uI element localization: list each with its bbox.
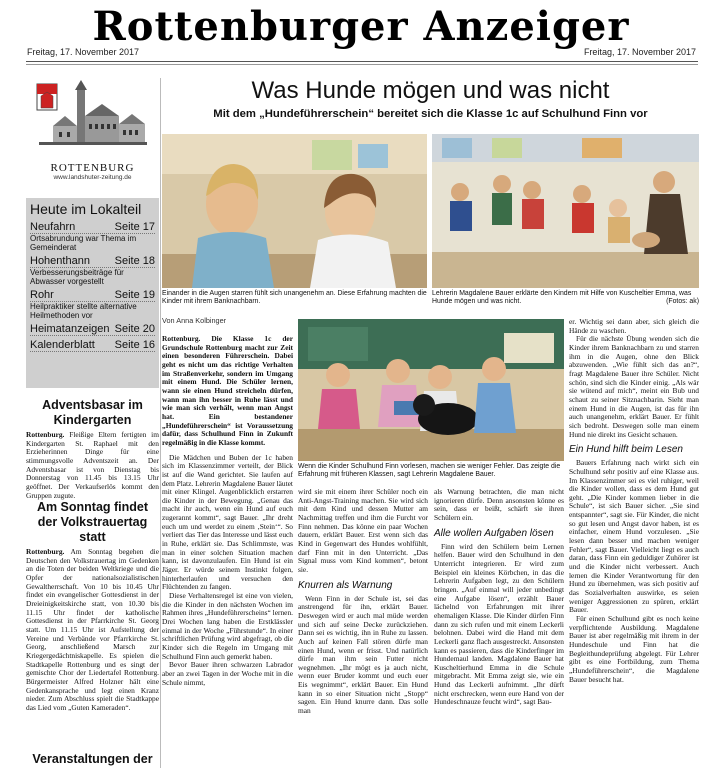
paragraph: Bevor Bauer ihren schwarzen Labrador aber an zwei Tagen in der Woche mit in die Schule nimmt,	[162, 660, 293, 687]
lokal-item[interactable]	[30, 221, 155, 252]
town-logo	[26, 80, 159, 192]
lokal-item-name: Neufahrn	[30, 221, 76, 233]
lokal-item-page: Seite 19	[114, 289, 155, 301]
photo-teacher-kuscheltier	[432, 134, 699, 288]
story-dateline: Rottenburg.	[26, 547, 65, 556]
photo-caption-2	[432, 290, 699, 307]
lokal-item-name: Kalenderblatt	[30, 339, 95, 351]
article-headline: Was Hunde mögen und was nicht	[251, 77, 610, 104]
story-title: Am Sonntag findet der Volkstrauertag statt	[36, 500, 149, 544]
lokal-item-page: Seite 17	[114, 221, 155, 233]
photo-children-staring	[162, 134, 427, 288]
column-divider	[160, 78, 161, 768]
lokal-item-name: Rohr	[30, 289, 54, 301]
lokal-item[interactable]	[30, 339, 155, 352]
issue-date-left: Freitag, 17. November 2017	[27, 47, 140, 57]
article-subheadline: Mit dem „Hundeführerschein“ bereitet sich die Klasse 1c auf Schulhund Finn vor	[213, 108, 648, 120]
story-adventsbasar	[26, 398, 159, 500]
article-column-4	[569, 318, 699, 684]
article-column-1	[162, 335, 293, 687]
article-lead-text: Die Klasse 1c der Grundschule Rottenburg macht zur Zeit einen besonderen Führerschein. Dabei geht es nicht um das richtige Verhalten im Straßenverkehr, sondern im Umgang mit einem Hund. Die Schüler lernen, wann sie einen Hund streicheln dürfen, wann man ihn besser in Ruhe lässt und wie man sich verhält, wenn man Angst hat. Ein bestandener „Hundeführerschein“ ist Voraussetzung dafür, dass Schulhund Finn in Zukunft regelmäßig in die Klasse kommt.	[162, 334, 293, 447]
lokal-item[interactable]	[30, 255, 155, 286]
article-subheading: Knurren als Warnung	[298, 579, 393, 591]
lokal-item-desc: Verbesserungsbeiträge für Abwasser vorgestellt	[30, 268, 124, 286]
paragraph: Die Mädchen und Buben der 1c haben sich im Klassenzimmer verteilt, der Blick ist auf die Wand gerichtet. Sie laufen auf dem Platz. Lehrerin Magdalene Bauer läutet mit einer Klingel. Augenblicklich erstarren die Kinder in der Bewegung. „Genau das macht ihr auch, wenn ein Hund auf euch zugerannt kommt“, sagt Bauer. „Ihr dreht euch um und werdet zu einem ‚Stein‘“. So verliert das Tier das Interesse und lässt euch in Ruhe, erklärt sie. Das Schlimmste, was man in einer solchen Situation machen kann, ist davonzulaufen. Ein Hund ist ein Jäger. Er würde seinem Instinkt folgen, hinterherlaufen und versuchen den Flüchtenden zu fangen.	[162, 452, 293, 592]
lokal-item[interactable]	[30, 323, 155, 336]
story-title: Adventsbasar im Kindergarten	[42, 398, 143, 427]
story-text	[26, 431, 159, 500]
issue-date-right: Freitag, 17. November 2017	[583, 47, 696, 57]
lokalteil-title: Heute im Lokalteil	[30, 201, 142, 217]
paragraph: Für einen Schulhund gibt es noch keine verpflichtende Ausbildung. Magdalene Bauer ist aber regelmäßig mit ihrem in der Hundeschule und Finn hat die Begleithundeprüfung abgelegt. Für Lehrer gibt es eine Fortbildung, zum Thema „Hundeführerschein“, die Magdalene Bauer besucht hat.	[569, 614, 699, 684]
paragraph: wird sie mit einem ihrer Schüler noch ein Anti-Angst-Training machen. Sie wird sich mit dem Kind und dessen Mutter am Nachmittag treffen und ihm die Furcht vor Finn nehmen. Das könne ein paar Wochen dauern, erklärt Bauer. Erst wenn sich das Kind in Gegenwart des Hundes wohlfühlt, darf Finn mit in den Unterricht. „Das Signal muss vom Kind kommen“, betont sie.	[298, 487, 428, 574]
photo-caption-2-text: Lehrerin Magdalene Bauer erklärte den Kindern mit Hilfe von Kuscheltier Emma, was Hunde mögen und was nicht.	[432, 290, 692, 306]
lokal-item[interactable]	[30, 289, 155, 320]
lokal-item-page: Seite 16	[114, 339, 155, 351]
lokal-item-desc: Heilpraktiker stellte alternative Heilmethoden vor	[30, 302, 137, 320]
lokal-item-name: Hohenthann	[30, 255, 90, 267]
masthead-rule	[26, 61, 698, 62]
lokalteil-box	[26, 198, 159, 388]
lokal-item-name: Heimatanzeigen	[30, 323, 110, 335]
photo-caption-1: Einander in die Augen starren fühlt sich unangenehm an. Diese Erfahrung machten die Kinder mit ihrem Banknachbarn.	[162, 290, 427, 306]
photo-caption-3: Wenn die Kinder Schulhund Finn vorlesen, machen sie weniger Fehler. Das zeigte die Erfahrung mit früheren Klassen, sagt Lehrerin Magdalene Bauer.	[298, 463, 561, 479]
photo-credit: (Fotos: ak)	[666, 298, 699, 306]
paragraph: Finn wird den Schülern beim Lernen helfen. Bauer wird den Schulhund in den Unterricht integrieren. Er wird zum Beispiel ein kleines Körbchen, in das die Lehrerin Aufgaben legt, zu den Schülern bringen. „Auf einmal will jeder unbedingt eine Aufgabe lösen“, erzählt Bauer lächelnd von Erfahrungen mit ihrer ehemaligen Klasse. Die Kinder dürfen Finn dann zu sich rufen und mit einem Leckerli belohnen. Dabei wird die Hand mit dem Leckerli ganz flach ausgestreckt. Ansonsten kann es passieren, dass die Kinderfinger im Hundemaul landen. Magdalene Bauer hat Kuscheltierhund Emma in die Schule mitgebracht. Mit Emma zeigt sie, wie ein Hund das Leckerli aufnimmt. „Ihr dürft nicht erschrecken, wenn eure Hand von der Hundeschnauze feucht wird“, sagt Bau-	[434, 541, 564, 707]
paragraph: Wenn Finn in der Schule ist, sei das anstrengend für ihn, erklärt Bauer. Deswegen wird er auch mal müde werden und sich auf seine Decke zurückziehen. Dann sei es wichtig, ihn in Ruhe zu lassen. Auch auf keinen Fall stören dürfe man einen Hund, wenn er frisst. Und natürlich dürfe man ihm sein Futter nicht wegnehmen. „Ihr mögt es ja auch nicht, wenn euer Bruder kommt und euch euer Eis wegnimmt“, erklärt Bauer. Ein Hund kann in so einer Situation nicht „Stopp“ sagen. Ein Hund knurre dann. Das solle man	[298, 593, 428, 716]
story-body: Am Sonntag begehen die Deutschen den Volkstrauertag im Gedenken an die Toten der beiden Weltkriege und die Opfer der nationalsozialistischen Gewaltherrschaft. Von 10 bis 10.45 Uhr findet ein evangelischer Gottesdienst in der Dreieinigkeitskirche statt, von 10.30 bis 11.15 Uhr findet der katholische Gottesdienst in der Pfarrkirche St. Georg statt. Um 11.15 Uhr ist Aufstellung der Vereine und Verbände vor Pfarrkirche St. Georg, anschließend Marsch zur Kriegergedächtniskapelle. Es spielen die Stadtkapelle Rottenburg und es singt der gemischte Chor der Liedertafel Rottenburg. Bürgermeister Alfred Holzner hält eine Gedenkansprache und legt einen Kranz nieder. Zum Abschluss spielt die Stadtkappe das Lied vom „Guten Kameraden“.	[26, 547, 159, 712]
website-link[interactable]: www.landshuter-zeitung.de	[53, 174, 132, 181]
masthead-rule-thin	[26, 64, 698, 65]
article-dateline: Rottenburg.	[162, 334, 201, 343]
paragraph: Für die nächste Übung wenden sich die Kinder ihrem Banknachbarn zu und starren ihm in die Augen, ohne den Blick abzuwenden. „Wie fühlt sich das an?“, fragt Magdalene Bauer ihre Schüler. Nicht schön, sind sich die Kinder einig. „Als wär sie wütend auf mich“, meint ein Bub und schaut zu seiner Sitznachbarin. Sieht man einem Hund in die Augen, ist das für ihn auch unangenehm, erklärt Bauer. Er fühlt sich bedroht. Deswegen solle man einem Hund nie direkt ins Gesicht schauen.	[569, 334, 699, 439]
masthead	[0, 0, 722, 62]
story-volkstrauertag	[26, 500, 159, 712]
photo-reading-to-dog	[298, 319, 564, 461]
sidebar	[26, 80, 159, 768]
paragraph: er. Wichtig sei dann aber, sich gleich die Hände zu waschen.	[569, 317, 699, 335]
lokal-item-page: Seite 20	[114, 323, 155, 335]
article-subheading: Ein Hund hilft beim Lesen	[569, 444, 683, 456]
article-column-2	[298, 488, 428, 716]
story-title-veranstaltungen: Veranstaltungen der	[32, 752, 153, 766]
lokal-item-desc: Ortsabrundung war Thema im Gemeinderat	[30, 234, 137, 252]
paragraph: Diese Verhaltensregel ist eine von vielen, die die Kinder in den nächsten Wochen im Rahmen ihres „Hundeführerscheins“ lernen. Drei Wochen lang haben die Erstklässler einmal in der Woche „Führstunde“. In einer schriftlichen Prüfung wird abgefragt, ob die Kinder sich die Regeln im Umgang mit Schulhund Finn auch gemerkt haben.	[162, 591, 293, 661]
lokal-item-page: Seite 18	[114, 255, 155, 267]
story-dateline: Rottenburg.	[26, 430, 65, 439]
article-byline: Von Anna Kolbinger	[162, 316, 227, 325]
paragraph: Bauers Erfahrung nach wirkt sich ein Schulhund sehr positiv auf eine Klasse aus. Im Klassenzimmer sei es viel ruhiger, weil die Kinder wollen, dass es dem Hund gut geht. „Die Kinder kommen lieber in die Schule“, ist sich Bauer sicher. „Sie sind entspannter“, sagt sie. Für Kinder, die nicht so gut lesen und Angst davor haben, ist es einfacher, einem Hund vorzulesen. „Sie lesen dann besser und machen weniger Fehler“, sagt Bauer. Vielleicht liegt es auch daran, dass Finn ein geduldiger Zuhörer ist und die Kinder nicht verbessert. Auch lernen die Kinder Verantwortung für den Hund zu übernehmen, was sich positiv auf das Sozialverhalten auswirke, es seien weniger Aggressionen zu spüren, erklärt Bauer.	[569, 458, 699, 615]
town-skyline-icon	[33, 80, 153, 160]
story-body: Fleißige Eltern fertigten im Kindergarten St. Raphael mit den Erzieherinnen Dinge für eine stimmungsvolle Adventszeit an. Der Adventsbasar ist von Dienstag bis Donnerstag von 11.45 bis 13.15 Uhr geöffnet. Der Verkaufserlös kommt den Gruppen zugute.	[26, 430, 159, 500]
article-column-3	[434, 488, 564, 707]
story-text	[26, 548, 159, 712]
town-name: ROTTENBURG	[50, 162, 135, 174]
article-subheading: Alle wollen Aufgaben lösen	[434, 527, 554, 539]
newspaper-title: Rottenburger Anzeiger	[92, 3, 630, 50]
paragraph: als Warnung betrachten, die man nicht ignorieren dürfe. Denn ansonsten könne es sein, dass er beißt, schärft sie ihren Schülern ein.	[434, 487, 564, 522]
article-lead	[162, 335, 293, 448]
